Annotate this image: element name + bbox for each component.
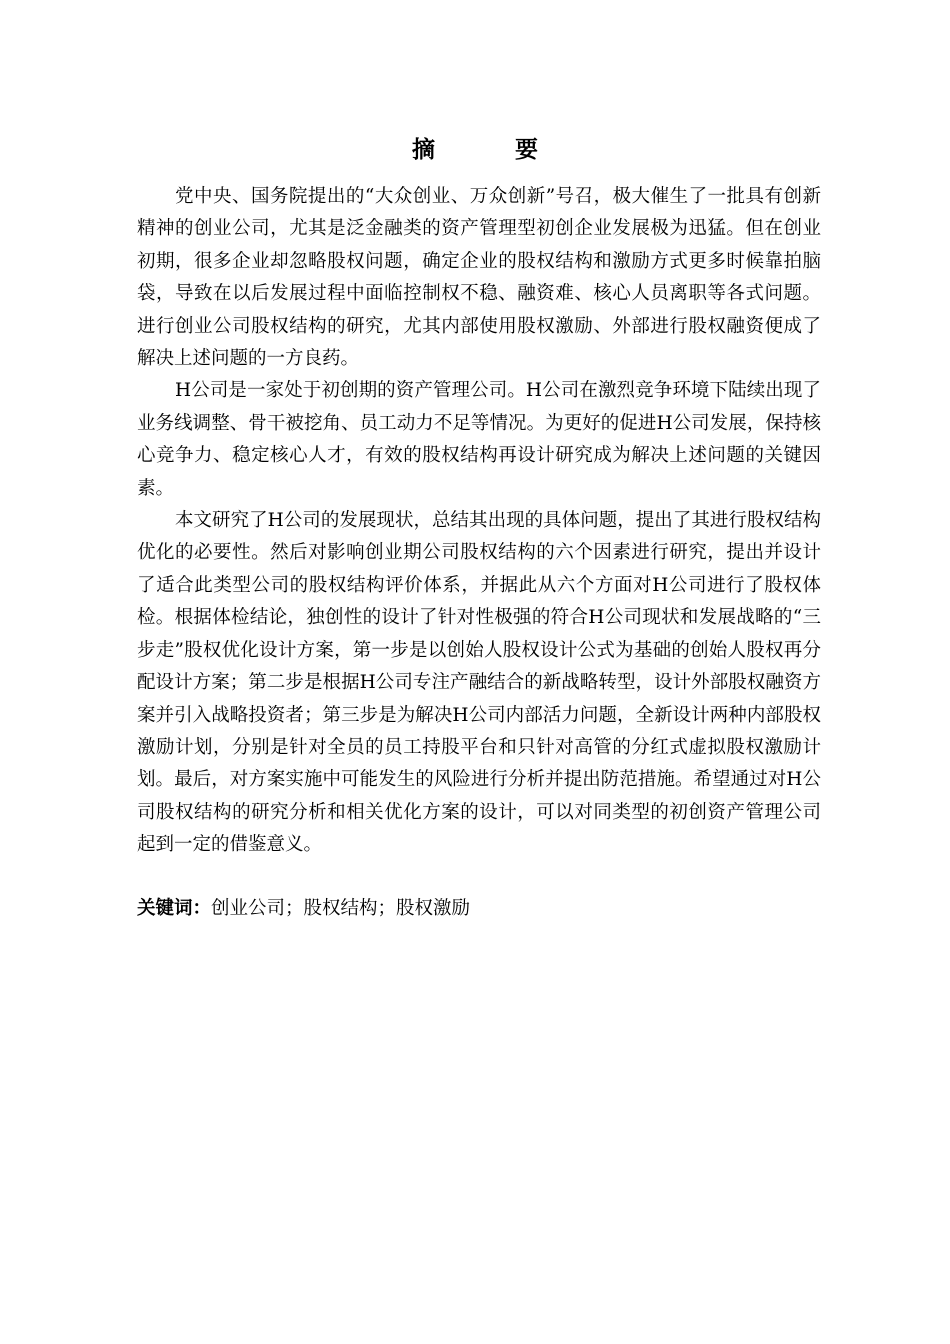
keywords-line [137, 893, 821, 925]
abstract-paragraph-3: 本文研究了H公司的发展现状，总结其出现的具体问题，提出了其进行股权结构优化的必要性。然后对影响创业期公司股权结构的六个因素进行研究，提出并设计了适合此类型公司的股权结构评价体系，并据此从六个方面对H公司进行了股权体检。根据体检结论，独创性的设计了针对性极强的符合H公司现状和发展战略的“三步走”股权优化设计方案，第一步是以创始人股权设计公式为基础的创始人股权再分配设计方案；第二步是根据H公司专注产融结合的新战略转型，设计外部股权融资方案并引入战略投资者；第三步是为解决H公司内部活力问题，全新设计两种内部股权激励计划，分别是针对全员的员工持股平台和只针对高管的分红式虚拟股权激励计划。最后，对方案实施中可能发生的风险进行分析并提出防范措施。希望通过对H公司股权结构的研究分析和相关优化方案的设计，可以对同类型的初创资产管理公司起到一定的借鉴意义。 [137, 510, 821, 856]
keywords-text: 创业公司；股权结构；股权激励 [211, 898, 471, 919]
abstract-title: 摘 要 [411, 137, 574, 163]
abstract-body [137, 181, 821, 862]
keywords-label: 关键词： [137, 898, 212, 919]
abstract-paragraph-2: H公司是一家处于初创期的资产管理公司。H公司在激烈竞争环境下陆续出现了业务线调整、骨干被挖角、员工动力不足等情况。为更好的促进H公司发展，保持核心竞争力、稳定核心人才，有效的股权结构再设计研究成为解决上述问题的关键因素。 [137, 380, 821, 499]
abstract-paragraph-1: 党中央、国务院提出的“大众创业、万众创新”号召，极大催生了一批具有创新精神的创业公司，尤其是泛金融类的资产管理型初创企业发展极为迅猛。但在创业初期，很多企业却忽略股权问题，确定企业的股权结构和激励方式更多时候靠拍脑袋，导致在以后发展过程中面临控制权不稳、融资难、核心人员离职等各式问题。进行创业公司股权结构的研究，尤其内部使用股权激励、外部进行股权融资便成了解决上述问题的一方良药。 [137, 186, 821, 370]
